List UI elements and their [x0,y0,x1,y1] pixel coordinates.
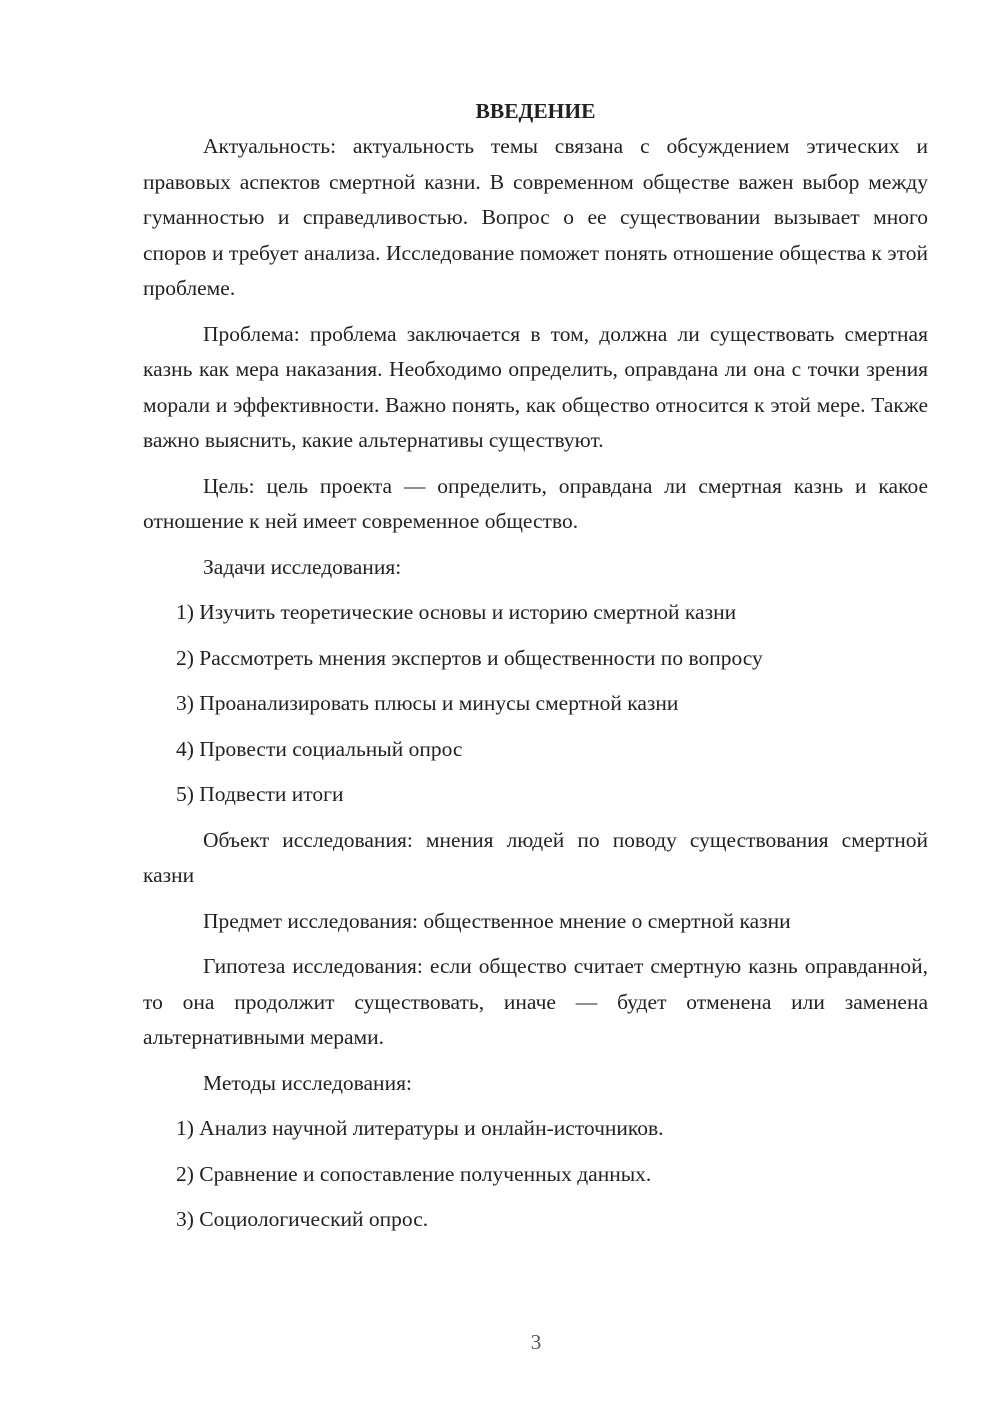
list-item: 2) Сравнение и сопоставление полученных данных. [176,1161,652,1186]
methods-heading: Методы исследования: [203,1070,412,1095]
list-item: 5) Подвести итоги [176,782,344,806]
hypothesis-paragraph: Гипотеза исследования: если общество считает смертную казнь оправданной, то она продолжит существовать, иначе — будет отменена или заменена альтернативными мерами. [143,954,928,1049]
section-title: ВВЕДЕНИЕ [475,99,596,123]
list-item: 2) Рассмотреть мнения экспертов и общественности по вопросу [176,645,763,670]
problem-paragraph: Проблема: проблема заключается в том, должна ли существовать смертная казнь как мера наказания. Необходимо определить, оправдана ли она с точки зрения морали и эффективности. Важно понять, как общество относится к этой мере. Также важно выяснить, какие альтернативы существуют. [143,321,928,452]
list-item: 4) Провести социальный опрос [176,736,463,761]
object-paragraph: Объект исследования: мнения людей по поводу существования смертной казни [143,827,928,887]
document-page [143,94,928,1248]
tasks-list [143,595,928,813]
page-number: 3 [530,1330,542,1354]
list-item: 3) Социологический опрос. [176,1207,429,1231]
list-item: 1) Анализ научной литературы и онлайн-источников. [176,1116,664,1140]
list-item: 1) Изучить теоретические основы и историю смертной казни [176,600,737,624]
list-item: 3) Проанализировать плюсы и минусы смертной казни [176,691,679,715]
methods-list [143,1111,928,1238]
subject-paragraph: Предмет исследования: общественное мнение о смертной казни [203,908,791,933]
tasks-heading: Задачи исследования: [203,554,402,579]
goal-paragraph: Цель: цель проекта — определить, оправдана ли смертная казнь и какое отношение к ней имеет современное общество. [143,473,928,533]
relevance-paragraph: Актуальность: актуальность темы связана с обсуждением этических и правовых аспектов смертной казни. В современном обществе важен выбор между гуманностью и справедливостью. Вопрос о ее существовании вызывает много споров и требует анализа. Исследование поможет понять отношение общества к этой проблеме. [143,134,928,300]
